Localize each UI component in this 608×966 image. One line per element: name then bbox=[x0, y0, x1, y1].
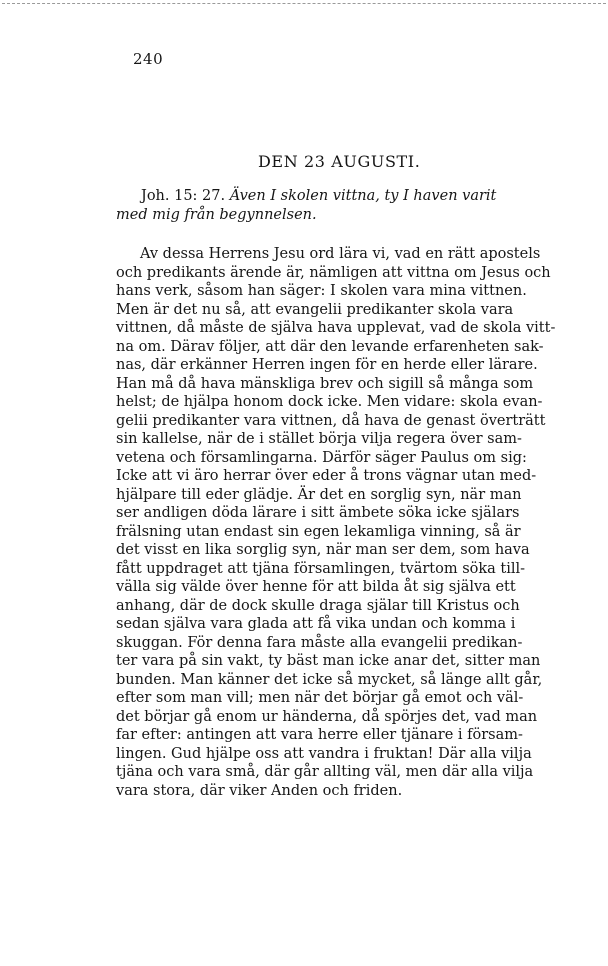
body-line: Han må då hava mänskliga brev och sigill så många som bbox=[116, 375, 534, 392]
body-line: och predikants ärende är, nämligen att vittna om Jesus och bbox=[116, 264, 551, 281]
body-line: nas, där erkänner Herren ingen för en herde eller lärare. bbox=[116, 357, 538, 373]
body-line: far efter: antingen att vara herre eller tjänare i försam- bbox=[116, 727, 523, 743]
body-line: sin kallelse, när de i stället börja vilja regera över sam- bbox=[116, 431, 522, 447]
body-line: vetena och församlingarna. Därför säger Paulus om sig: bbox=[116, 449, 527, 466]
body-line: skuggan. För denna fara måste alla evangelii predikan- bbox=[116, 634, 523, 651]
page-heading: DEN 23 AUGUSTI. bbox=[258, 152, 421, 171]
body-line: efter som man vill; men när det börjar gå emot och väl- bbox=[116, 690, 524, 706]
body-line: fått uppdraget att tjäna församlingen, tvärtom söka till- bbox=[116, 560, 526, 577]
body-line: frälsning utan endast sin egen lekamliga vinning, så är bbox=[116, 523, 521, 540]
page-number: 240 bbox=[133, 50, 164, 68]
body-line: helst; de hjälpa honom dock icke. Men vidare: skola evan- bbox=[116, 394, 543, 410]
body-line: ter vara på sin vakt, ty bäst man icke anar det, sitter man bbox=[116, 653, 541, 669]
body-line: Av dessa Herrens Jesu ord lära vi, vad en rätt apostels bbox=[140, 246, 541, 262]
body-line: vara stora, där viker Anden och friden. bbox=[116, 782, 403, 799]
body-line: hans verk, såsom han säger: I skolen vara mina vittnen. bbox=[116, 283, 527, 299]
body-line: lingen. Gud hjälpe oss att vandra i fruktan! Där alla vilja bbox=[116, 745, 532, 762]
body-line: sedan själva vara glada att få vika undan och komma i bbox=[116, 616, 516, 632]
body-line: ser andligen döda lärare i sitt ämbete söka icke själars bbox=[116, 505, 520, 521]
body-paragraph bbox=[116, 245, 596, 800]
body-line: Men är det nu så, att evangelii predikanter skola vara bbox=[116, 301, 514, 318]
verse-reference: Joh. 15: 27. bbox=[141, 188, 226, 204]
verse-text-1: Även I skolen vittna, ty I haven varit bbox=[229, 188, 497, 204]
top-border-rule bbox=[2, 3, 606, 4]
body-line: bunden. Man känner det icke så mycket, så länge allt går, bbox=[116, 671, 543, 688]
body-line: Icke att vi äro herrar över eder å trons vägnar utan med- bbox=[116, 468, 537, 484]
body-line: anhang, där de dock skulle draga själar till Kristus och bbox=[116, 597, 520, 614]
body-line: välla sig välde över henne för att bilda åt sig själva ett bbox=[116, 579, 516, 595]
verse-text-2: med mig från begynnelsen. bbox=[116, 206, 317, 223]
verse-line-1 bbox=[116, 187, 596, 206]
body-line: hjälpare till eder glädje. Är det en sorglig syn, när man bbox=[116, 486, 522, 503]
body-line: tjäna och vara små, där går allting väl, men där alla vilja bbox=[116, 764, 534, 780]
scripture-verse bbox=[116, 187, 596, 224]
body-line: gelii predikanter vara vittnen, då hava de genast överträtt bbox=[116, 412, 546, 429]
body-line: det börjar gå enom ur händerna, då spörjes det, vad man bbox=[116, 708, 538, 725]
body-line: na om. Därav följer, att där den levande erfarenheten sak- bbox=[116, 338, 544, 355]
body-line: det visst en lika sorglig syn, när man ser dem, som hava bbox=[116, 542, 530, 558]
body-line: vittnen, då måste de själva hava upplevat, vad de skola vitt- bbox=[116, 320, 556, 336]
verse-line-2 bbox=[116, 206, 596, 225]
